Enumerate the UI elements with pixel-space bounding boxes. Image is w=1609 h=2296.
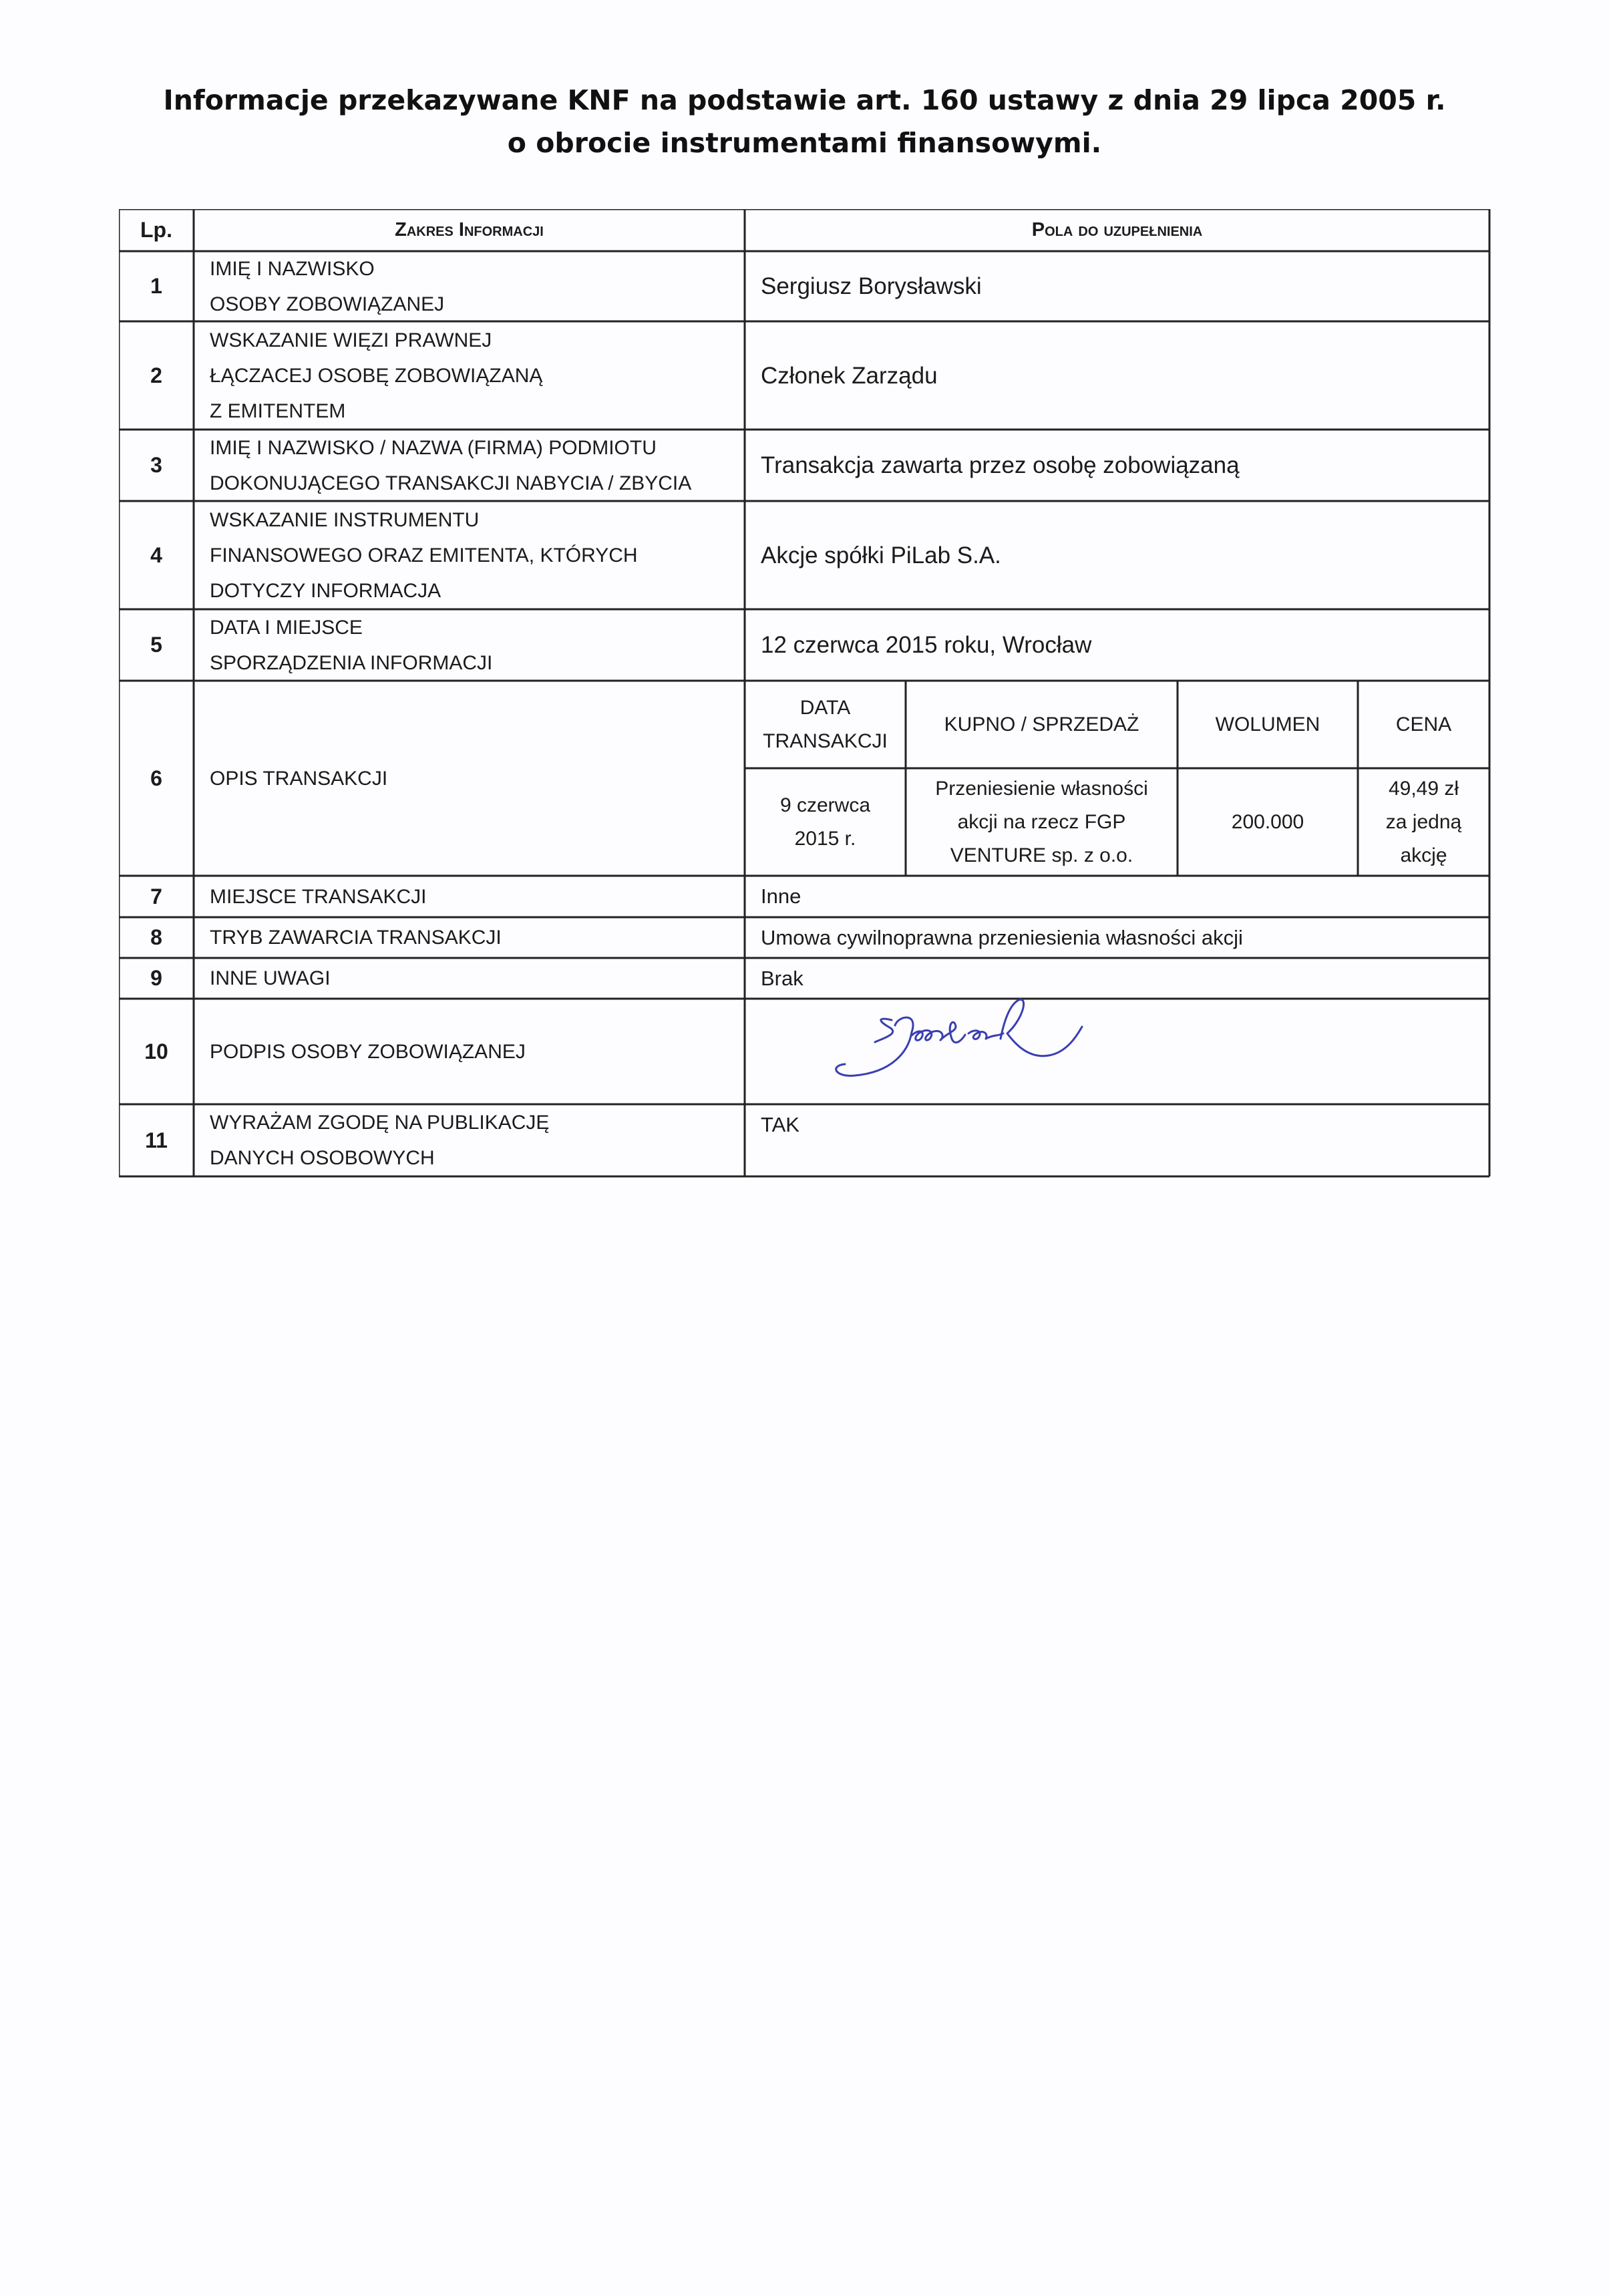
tx-cena-line: akcję: [1400, 844, 1447, 866]
row-value: TAK: [761, 1113, 799, 1136]
tx-header-wolumen: WOLUMEN: [1215, 713, 1320, 735]
label-line: SPORZĄDZENIA INFORMACJI: [210, 651, 493, 674]
row-number: 11: [145, 1128, 168, 1152]
row-label: [194, 251, 745, 321]
row-number: 2: [150, 363, 162, 387]
row-number: 3: [150, 453, 162, 477]
header-pola: Pola do uzupełnienia: [1031, 219, 1203, 240]
tx-header-data: [745, 681, 906, 768]
tx-cena: [1358, 768, 1489, 876]
tx-cena-line: za jedną: [1385, 810, 1462, 833]
row-label: [194, 1104, 745, 1176]
row-number: 8: [150, 925, 162, 949]
tx-header-kupno: KUPNO / SPRZEDAŻ: [944, 713, 1139, 735]
tx-kupno-line: VENTURE sp. z o.o.: [950, 844, 1133, 866]
document-title: [0, 79, 1609, 164]
label-line: DOKONUJĄCEGO TRANSAKCJI NABYCIA / ZBYCIA: [210, 472, 692, 494]
label-line: IMIĘ I NAZWISKO / NAZWA (FIRMA) PODMIOTU: [210, 436, 657, 459]
signature-scribble: [828, 992, 1122, 1099]
tx-kupno: [906, 768, 1178, 876]
tx-header-cena: CENA: [1395, 713, 1452, 735]
header-lp: Lp.: [140, 218, 172, 242]
row-value: 12 czerwca 2015 roku, Wrocław: [761, 632, 1092, 658]
row-value: Akcje spółki PiLab S.A.: [761, 542, 1001, 568]
row-value: Inne: [761, 884, 801, 908]
label-line: DANYCH OSOBOWYCH: [210, 1147, 435, 1169]
header-zakres: Zakres Informacji: [395, 219, 544, 240]
row-value: Brak: [761, 967, 803, 990]
label-line: WYRAŻAM ZGODĘ NA PUBLIKACJĘ: [210, 1112, 550, 1134]
label-line: FINANSOWEGO ORAZ EMITENTA, KTÓRYCH: [210, 544, 638, 566]
label-line: Z EMITENTEM: [210, 399, 346, 422]
label-line: DATA I MIEJSCE: [210, 616, 363, 639]
tx-header-line: DATA: [799, 696, 851, 719]
row-label: [194, 609, 745, 681]
row-label: PODPIS OSOBY ZOBOWIĄZANEJ: [210, 1040, 526, 1063]
title-line-1: Informacje przekazywane KNF na podstawie art. 160 ustawy z dnia 29 lipca 2005 r.: [163, 84, 1446, 116]
row-number: 4: [150, 542, 162, 567]
label-line: OPIS TRANSAKCJI: [210, 767, 388, 790]
tx-date: [745, 768, 906, 876]
row-value: Transakcja zawarta przez osobę zobowiązaną: [761, 452, 1240, 478]
tx-wolumen: 200.000: [1231, 810, 1304, 833]
row-label: INNE UWAGI: [210, 967, 331, 989]
row-value: Sergiusz Borysławski: [761, 273, 982, 299]
tx-kupno-line: akcji na rzecz FGP: [957, 810, 1126, 833]
tx-date-line: 2015 r.: [794, 827, 856, 850]
tx-kupno-line: Przeniesienie własności: [935, 777, 1148, 800]
row-label: [194, 321, 745, 430]
row-label: MIEJSCE TRANSAKCJI: [210, 885, 427, 908]
row-number: 6: [150, 766, 162, 790]
row-number: 10: [144, 1039, 168, 1063]
label-line: ŁĄCZACEJ OSOBĘ ZOBOWIĄZANĄ: [210, 364, 543, 387]
tx-date-line: 9 czerwca: [779, 794, 871, 816]
row-label: [194, 501, 745, 609]
row-label: [194, 430, 745, 501]
title-line-2: o obrocie instrumentami finansowymi.: [507, 127, 1102, 159]
label-line: DOTYCZY INFORMACJA: [210, 579, 441, 602]
label-line: WSKAZANIE INSTRUMENTU: [210, 508, 480, 531]
label-line: OSOBY ZOBOWIĄZANEJ: [210, 293, 445, 315]
label-line: IMIĘ I NAZWISKO: [210, 257, 375, 280]
label-line: WSKAZANIE WIĘZI PRAWNEJ: [210, 329, 492, 351]
tx-header-line: TRANSAKCJI: [763, 729, 888, 752]
row-label: TRYB ZAWARCIA TRANSAKCJI: [210, 927, 502, 949]
tx-cena-line: 49,49 zł: [1388, 777, 1459, 800]
row-label: [194, 681, 745, 876]
row-value: Umowa cywilnoprawna przeniesienia własności akcji: [761, 926, 1243, 949]
row-number: 5: [150, 633, 162, 657]
row-number: 9: [150, 966, 162, 990]
row-number: 7: [150, 884, 162, 909]
row-value: Członek Zarządu: [761, 362, 938, 389]
row-number: 1: [150, 274, 162, 298]
